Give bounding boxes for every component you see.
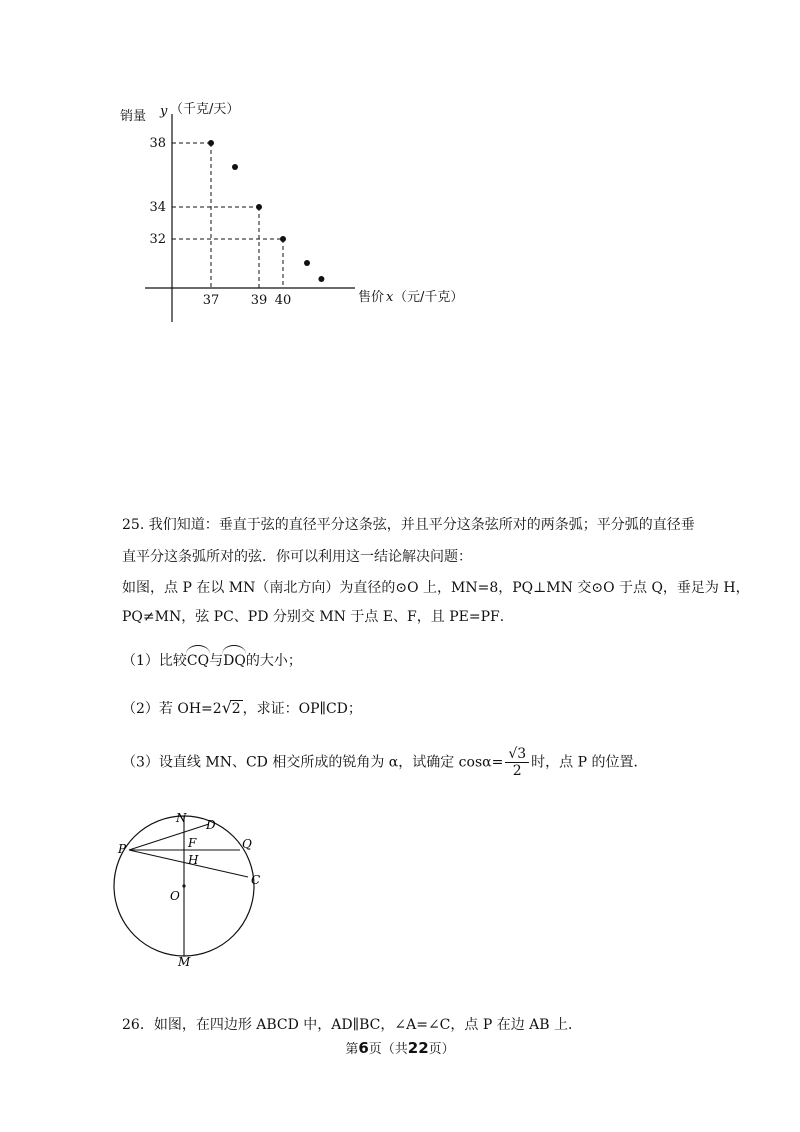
footer-total-pages: 22 xyxy=(407,1039,429,1057)
data-point-3 xyxy=(280,236,286,242)
arc-cq-label: CQ xyxy=(186,653,210,669)
q25-sub3-suffix: 时，点 P 的位置． xyxy=(531,754,648,771)
y-tick-label-0: 38 xyxy=(149,136,166,151)
q25-line-1: 25. 我们知道：垂直于弦的直径平分这条弦，并且平分这条弦所对的两条弧；平分弧的直径垂 xyxy=(122,517,695,533)
arc-cq xyxy=(187,653,209,669)
x-tick-label-0: 37 xyxy=(202,293,220,308)
q25-line-3: 如图，点 P 在以 MN（南北方向）为直径的⊙O 上，MN=8，PQ⊥MN 交⊙O 于点 Q，垂足为 H， xyxy=(122,580,750,596)
sqrt-radicand: 2 xyxy=(231,701,241,717)
q25-sub1-mid: 与 xyxy=(209,653,224,669)
x-axis-label-var: x xyxy=(386,290,394,305)
data-point-5 xyxy=(318,276,324,282)
sqrt-2 xyxy=(221,698,243,717)
footer-mid: 页（共 xyxy=(368,1042,408,1057)
label-q: Q xyxy=(242,837,252,851)
label-m: M xyxy=(178,955,191,968)
center-dot xyxy=(182,884,185,887)
label-c: C xyxy=(251,873,261,887)
data-point-1 xyxy=(232,164,238,170)
arc-cq-mark xyxy=(186,645,210,654)
x-tick-label-1: 39 xyxy=(250,293,268,308)
q25-line-2: 直平分这条弧所对的弦．你可以利用这一结论解决问题： xyxy=(122,549,472,565)
label-d: D xyxy=(206,818,216,832)
arc-dq xyxy=(223,653,246,669)
y-tick-label-1: 34 xyxy=(149,200,166,215)
q25-sub-1 xyxy=(122,650,302,670)
label-n: N xyxy=(176,811,187,825)
footer-pre: 第 xyxy=(345,1042,359,1057)
q25-line-4: PQ≠MN，弦 PC、PD 分别交 MN 于点 E、F，且 PE=PF． xyxy=(122,609,514,625)
fraction-sqrt3-over-2 xyxy=(505,746,529,779)
page-footer xyxy=(0,1038,800,1057)
q25-sub-2 xyxy=(122,698,362,718)
q25-sub3-prefix: （3）设直线 MN、CD 相交所成的锐角为 α，试确定 cosα= xyxy=(122,754,504,771)
y-axis-label-prefix: 销量 xyxy=(120,109,147,124)
fraction-numerator: √3 xyxy=(505,746,529,763)
label-h: H xyxy=(188,853,199,867)
arc-dq-label: DQ xyxy=(223,653,246,669)
arc-dq-mark xyxy=(222,645,246,654)
q25-sub2-suffix: ，求证：OP∥CD； xyxy=(242,701,362,717)
x-axis-label-unit: （元/千克） xyxy=(394,290,464,305)
x-tick-label-2: 40 xyxy=(274,293,292,308)
chord-pd xyxy=(129,824,209,850)
x-axis-label-prefix: 售价 xyxy=(358,290,385,305)
fraction-denominator: 2 xyxy=(512,763,522,779)
label-p: P xyxy=(118,842,127,856)
data-point-0 xyxy=(208,140,214,146)
y-axis-label-unit: （千克/天） xyxy=(170,102,240,117)
q25-sub2-prefix: （2）若 OH=2 xyxy=(122,701,222,717)
y-tick-label-2: 32 xyxy=(149,232,166,247)
y-axis-label-var: y xyxy=(160,104,168,119)
chart-canvas xyxy=(120,100,470,325)
circle-figure xyxy=(112,808,292,968)
sqrt-sign: √ xyxy=(221,698,232,717)
label-o: O xyxy=(170,889,180,903)
data-point-2 xyxy=(256,204,262,210)
q25-sub-3 xyxy=(122,746,647,779)
label-f: F xyxy=(188,836,197,850)
sales-scatter-chart xyxy=(120,100,470,325)
footer-page-number: 6 xyxy=(358,1039,369,1057)
data-point-4 xyxy=(304,260,310,266)
circle-figure-svg xyxy=(112,808,292,968)
q26-line-1: 26．如图，在四边形 ABCD 中，AD∥BC，∠A=∠C，点 P 在边 AB 上． xyxy=(122,1017,583,1033)
q25-sub1-suffix: 的大小； xyxy=(245,653,302,669)
footer-post: 页） xyxy=(428,1042,455,1057)
q25-sub1-prefix: （1）比较 xyxy=(122,653,187,669)
